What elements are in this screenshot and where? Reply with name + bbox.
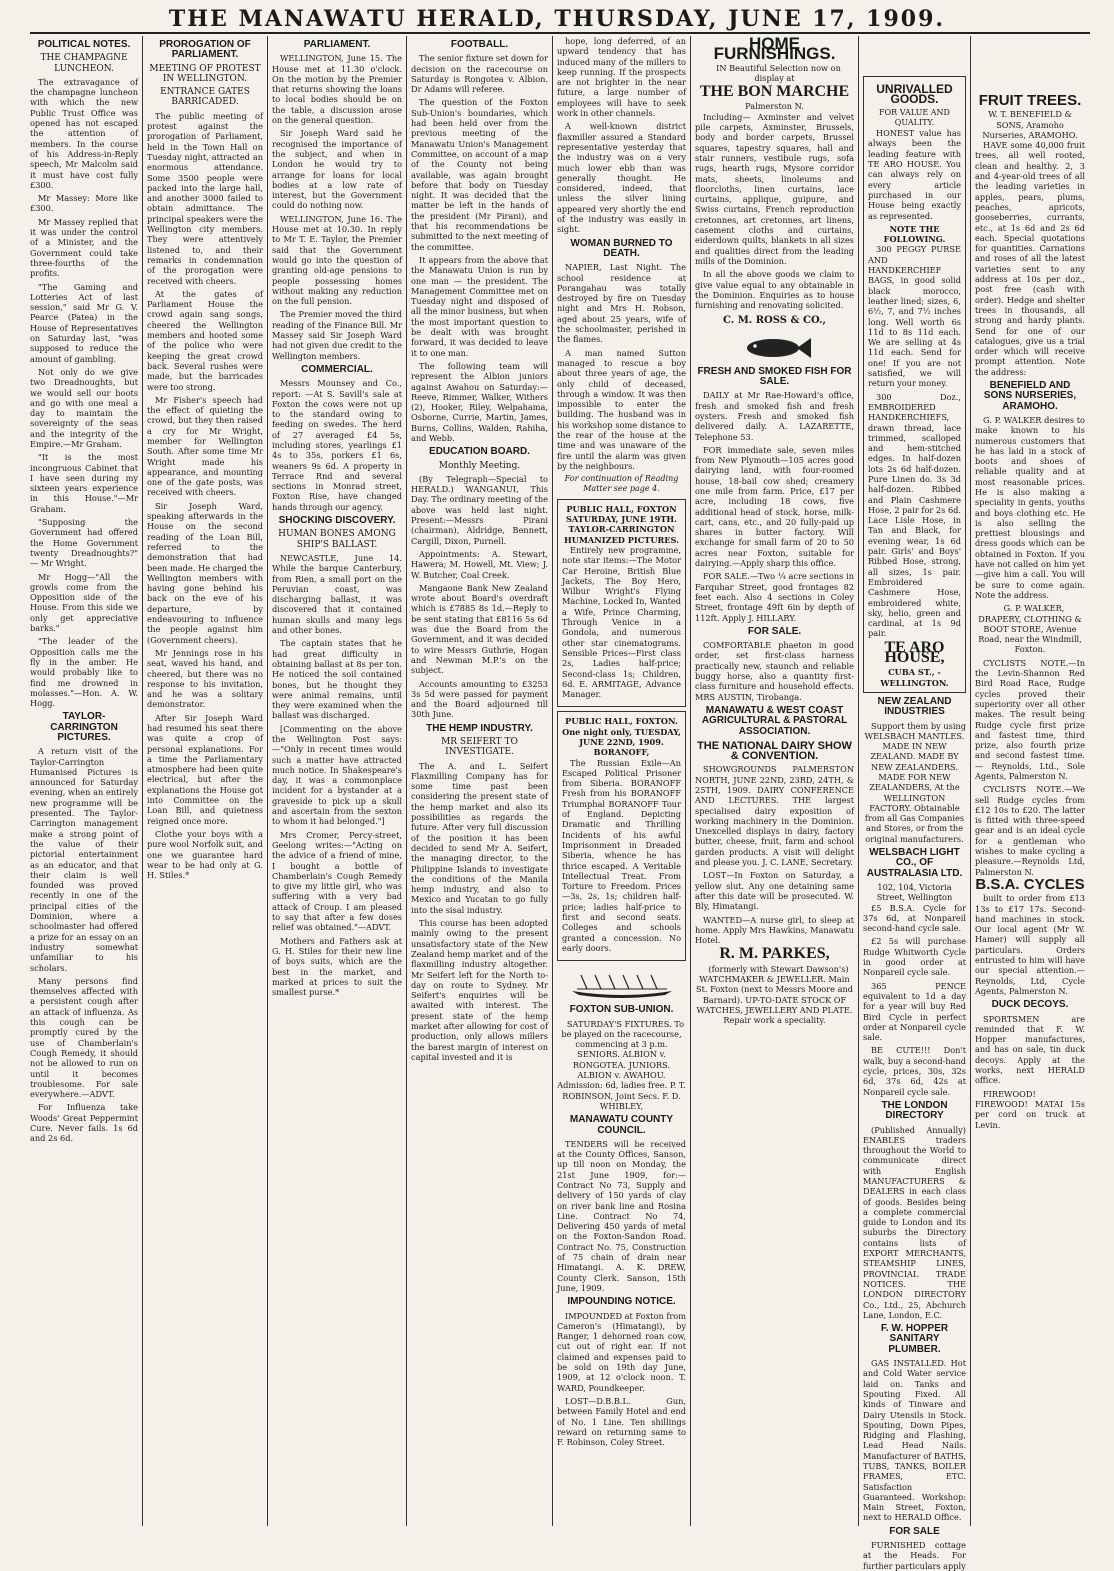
ad-body: HONEST value has always been the leading feature with TE ARO HOUSE. You can always rely on every article purchased in our House being exactly as represented. <box>868 128 961 221</box>
ad-body: £5 B.S.A. Cycle for 37s 6d, at Nonpareil second-hand cycle sale. <box>863 902 966 934</box>
ad-address: CUBA ST., - WELLINGTON. <box>880 667 949 688</box>
ad-title: PUBLIC HALL, FOXTON. One night only, TUESDAY, JUNE 22ND, 1909. BORANOFF, <box>562 716 681 758</box>
gates-barricaded-subheading: ENTRANCE GATES BARRICADED. <box>160 87 250 108</box>
article-paragraph: Messrs Mounsey and Co., report: —At S. Savill's sale at Foxton the cows were not up to the standard owing to feeding on swedes. The herd of 27 averaged £4 5s, including stores, yearlings £1 4s to 35s, porkers £1 6s, weaners 9s 6d. A property in Terrace Rnd and several sections in Monrad street, Foxton Rise, have changed hands through our agency. <box>272 378 402 512</box>
ad-body: WANTED—A nurse girl, to sleep at home. Apply Mrs Hawkins, Manawatu Hotel. <box>695 914 854 946</box>
unrivalled-goods-title: UNRIVALLED GOODS. <box>876 82 953 107</box>
column-4 <box>411 36 548 1526</box>
column-3 <box>272 36 402 1526</box>
ad-body: COMFORTABLE phaeton in good order, set first-class harness practically new, staunch and reliable buggy horse, also a quantity first-class furniture and household effects. MRS AUSTIN, Tirobanga. <box>695 640 854 702</box>
article-paragraph: Mr Fisher's speech had the effect of quieting the crowd, but they then raised a cry for Mr Wright, member for Wellington South. After some time Mr Wright made his appearance, and mounting one of the gate posts, was received with cheers. <box>147 394 263 498</box>
ad-body: GAS INSTALLED. Hot and Cold Water service laid on. Tanks and Spouting Fixed. All kinds of Tinware and Dairy Utensils in Stock. Spouting, Down Pipes, Ridging and Flashing, Lead Head Nails. Manufacturer of BATHS, TUBS, TANKS, BOILER FRAMES, ETC. Satisfaction Guaranteed. Workshop: Main Street, Foxton, next to HERALD Office. <box>863 1358 966 1523</box>
article-paragraph: At the gates of Parliament House the crowd again sang songs, cheered the Wellington members and hooted some of the police who were keeping the great crowd back. Several rushes were made, but the barricades were too strong. <box>147 288 263 392</box>
article-paragraph: "Supposing the Government had offered the Home Government twenty Dreadnoughts?" — Mr Wright. <box>30 517 138 569</box>
ad-body: FOR immediate sale, seven miles from New Plymouth—105 acres good dairying land, with four-roomed house, 18-bail cow shed; creamery one mile from farm. Price, £17 per acre, including 18 cows, five additional head of stock, horse, milk-cart, cans, etc., and 20 fully-paid up shares in butter factory. Will exchange for small farm of 20 to 50 acres near Foxton, suitable for dairying.—Apply sharp this office. <box>695 444 854 569</box>
ad-subtitle: FOR VALUE AND QUALITY. <box>879 107 950 127</box>
masthead: THE MANAWATU HERALD, THURSDAY, JUNE 17, 1909. <box>168 6 946 32</box>
ad-body: CYCLISTS NOTE.—In the Levin-Shannon Red Bird Road Race, Rudge cycles proved their superiority over all other makes. The result being Rudge cycle first prize and fastest time, third prize, also fourth prize and second fastest time. — Reynolds, Ltd., Sole Agents, Palmerston N. <box>975 657 1085 781</box>
ad-body: TENDERS will be received at the County Offices, Sanson, up till noon on Monday, the 21st June 1909, for:— Contract No 73, Supply and delivery of 150 yards of clay on river bank line and Rosina Line. Contract No 74, Delivering 450 yards of metal on the Foxton-Sandon Road. Contract No. 75, Construction of 75 chain of drain near Himatangi. A. K. DREW, County Clerk. Sanson, 15th June, 1909. <box>557 1138 686 1293</box>
column-5 <box>557 36 686 1526</box>
ad-body: SPORTSMEN are reminded that F. W. Hopper manufactures, and has on sale, tin duck decoys. Apply at the works, next HERALD office. <box>975 1013 1085 1086</box>
meeting-of-protest-subheading: MEETING OF PROTEST IN WELLINGTON. <box>149 63 261 84</box>
welsbach-title: WELSBACH LIGHT CO., OF AUSTRALASIA LTD. <box>866 847 963 879</box>
article-paragraph: The A. and L. Seifert Flaxmilling Company has for some time past been considering the present state of the hemp market and also its possibilities as regards the future. After very full discussion of the position it has been decided to send Mr A. Seifert, the managing director, to the Philippine Islands to investigate the conditions of the Manila hemp industry, and also to Mexico and Yucatan to go fully into the sisal industry. <box>411 760 548 915</box>
column-1 <box>30 36 138 1526</box>
hemp-industry-heading: THE HEMP INDUSTRY. <box>426 722 533 734</box>
ad-body: LOST—In Foxton on Saturday, a yellow slut. Any one detaining same after this date will be prosecuted. W. Bly, Himatangi. <box>695 870 854 912</box>
ad-body: £2 5s will purchase Rudge Whitworth Cycle in good order at Nonpareil cycle sale. <box>863 936 966 978</box>
article-paragraph: A return visit of the Taylor-Carrington Humanised Pictures is announced for Saturday evening, when an entirely new programme will be presented. The Taylor-Carrington management make a strong point of the value of their pictorial entertainment as an educator, and that their claim is well founded was proved recently in one of the principal cities of the Dominion, where a schoolmaster had offered a prize for an essay on an industry somewhat unfamiliar to his scholars. <box>30 746 138 973</box>
advertisement-paragraph: Mrs Cromer, Percy-street, Geelong writes:—"Acting on the advice of a friend of mine, I bought a bottle of Chamberlain's Cough Remedy to give my little girl, who was suffering with a very bad attack of Croup. I am pleased to say that after a few doses relief was obtained."—ADVT. <box>272 829 402 933</box>
rowing-boat-illustration <box>567 965 677 1001</box>
football-heading: FOOTBALL. <box>450 39 509 50</box>
champagne-luncheon-subheading: THE CHAMPAGNE LUNCHEON. <box>40 53 128 74</box>
ad-subheading: NOTE THE FOLLOWING. <box>883 223 946 245</box>
boranoff-ad <box>557 711 686 961</box>
ad-body: BE CUTE!!! Don't walk, buy a second-hand cycle, prices, 30s, 32s 6d, 37s 6d, 42s at Nonpareil cycle sale. <box>863 1045 966 1097</box>
advertisement-paragraph: Mothers and Fathers ask at G. H. Stiles for their new line of boys suits, which are the best in the market, and marked at prices to suit the smallest purse.* <box>272 935 402 998</box>
article-paragraph: It appears from the above that the Manawatu Union is run by one man — the president. The Management Committee met on Tuesday night and disposed of all the minor business, but when the most important question to be dealt with was brought forward, it was decided to leave it to one man. <box>411 254 548 358</box>
article-paragraph: hope, long deferred, of an upward tendency that has induced many of the millers to keep running. If the prospects are not brighter in the near future, a large number of employees will have to seek work in other channels. <box>557 36 686 119</box>
nz-industries-heading: NEW ZEALAND INDUSTRIES <box>877 695 952 718</box>
education-board-heading: EDUCATION BOARD. <box>429 446 530 458</box>
article-paragraph: WELLINGTON, June 15. The House met at 11.30 o'clock. On the motion by the Premier that returns showing the loans to local bodies should be on the table, a discussion arose on the general question. <box>272 53 402 126</box>
ad-body: The Russian Exile—An Escaped Political Prisoner from Siberia. BORANOFF Fresh from his BORANOFF Triumphal BORANOFF Tour of England. Depicting Dramatic and Thrilling Incidents of his awful Imprisonment in Dreaded Siberia, whence he has thrice escaped. A Veritable Intellectual Treat. From Torture to Freedom. Prices—3s, 2s, 1s; children half-price; ladies half-price to first and second seats. Colleges and schools granted a concession. No early doors. <box>562 757 681 953</box>
ad-body: FOR SALE.—Two ¼ acre sections in Farquhar Street, good frontages 82 feet each. Also 4 sections in Coley Street, frontage 49ft 6in by depth of 112ft. Apply J. HILLARY. <box>695 571 854 623</box>
fruit-trees-title: FRUIT TREES. <box>978 92 1082 109</box>
article-paragraph: Appointments: A. Stewart, Hawera; M. Howell, Mt. View; J. W. Butcher, Coal Creek. <box>411 548 548 580</box>
column-rule <box>858 36 859 1526</box>
article-paragraph: [Commenting on the above the Wellington Post says:—"Only in recent times would such a matter have attracted much notice. In Shakespeare's day, it was a commonplace incident for a bystander at a graveside to pick up a skull and ascertain from the sexton to whom it had belonged."] <box>272 723 402 827</box>
bsa-title: B.S.A. CYCLES <box>975 875 1085 893</box>
article-paragraph: The extravagance of the champagne luncheon with which the new Public Trust Office was opened has not escaped the attention of members. In the course of his Address-in-Reply speech, Mr Malcolm said it must have cost fully £300. <box>30 76 138 190</box>
article-paragraph: After Sir Joseph Ward had resumed his seat there was quite a crop of personal explanations. For a time the Parliamentary atmosphere had been quite electrical, but after the explanations the House got into Committee on the Loan Bill, and quietness reigned once more. <box>147 712 263 826</box>
ad-body: Including— Axminster and velvet pile carpets, Axminster, Brussels, body and border carpets, Brussel squares, tapestry squares, hall and stair runners, vestibule rugs, sofa rugs, hearth rugs, Mysore corridor mats, sheets, linoleums and floorcloths, linen curtains, lace curtains, applique, guipure, and Swiss curtains, French reproduction cretonnes, art cretonnes, art linens, casement cloths and curtains, eiderdown quilts, blankets in all sizes and qualities direct from the leading mills of the Dominion. <box>695 111 854 266</box>
article-paragraph: (By Telegraph—Special to HERALD.) WANGANUI, This Day. The ordinary meeting of the above was held last night. Present:—Messrs Pirani (chairman), Aldridge, Bennett, Cargill, Dixon, Purnell. <box>411 473 548 546</box>
ad-title: PUBLIC HALL, FOXTON SATURDAY, JUNE 19TH. TAYLOR-CARRINGTON HUMANIZED PICTURES. <box>563 503 680 545</box>
monthly-meeting-subheading: Monthly Meeting. <box>438 460 521 471</box>
advertisement-paragraph: For Influenza take Woods' Great Peppermint Cure. Never fails. 1s 6d and 2s 6d. <box>30 1102 138 1144</box>
woman-burned-heading: WOMAN BURNED TO DEATH. <box>570 237 673 259</box>
article-paragraph: Mr Hogg—"All the growls come from the Opposition side of the House. From this side we only get appreciative barks." <box>30 571 138 634</box>
ad-body: In all the above goods we claim to give value equal to any obtainable in the Dominion. Enquiries as to house furnishing and renovating solicited. <box>695 269 854 311</box>
dairy-show-heading: THE NATIONAL DAIRY SHOW & CONVENTION. <box>697 739 852 763</box>
column-rule <box>552 36 553 1526</box>
fish-illustration <box>735 333 815 363</box>
column-2 <box>147 36 263 1526</box>
article-paragraph: Mr Massey: More like £300. <box>30 193 138 214</box>
ad-body: FIREWOOD! FIREWOOD! MATAI 15s per cord on truck at Levin. <box>975 1088 1085 1130</box>
article-paragraph: The senior fixture set down for decision on the racecourse on Saturday is Rongotea v. Albion. Dr Adams will referee. <box>411 53 548 95</box>
column-8 <box>975 36 1085 1526</box>
advertisement-paragraph: Many persons find themselves affected with a persistent cough after an attack of influenza. As this cough can be promptly cured by the use of Chamberlain's Cough Remedy, it should not be allowed to run on until it becomes troublesome. For sale everywhere.—ADVT. <box>30 975 138 1100</box>
advertisement-paragraph: Clothe your boys with a pure wool Norfolk suit, and one we guarantee hard wear to be had only at G. H. Stiles.* <box>147 828 263 881</box>
column-6 <box>695 36 854 1526</box>
article-paragraph: The public meeting of protest against the prorogation of Parliament, held in the Town Hall on Tuesday night, attracted an enormous attendance. Some 3500 people were packed into the large hall, and another 3000 failed to obtain admittance. The principal speakers were the Wellington city members. They were attentively listened to, and their remarks in condemnation of the prorogation were received with cheers. <box>147 110 263 286</box>
column-7 <box>863 36 966 1571</box>
article-paragraph: A man named Sutton managed to rescue a boy about three years of age, the only child of deceased, through a window. It was then impossible to enter the building. The husband was in his workshop some distance to the rear of the house at the time and was unaware of the fire until the alarm was given by the neighbours. <box>557 347 686 471</box>
article-paragraph: "The Gaming and Lotteries Act of last session," said Mr G. V. Pearce (Patea) in the House of Representatives on Saturday last, "was supposed to reduce the amount of gambling. <box>30 281 138 364</box>
ad-body: 365 PENCE equivalent to 1d a day for a year will buy Red Bird Cycle in perfect order at Nonpareil cycle sale. <box>863 980 966 1043</box>
te-aro-house-ad <box>863 76 966 693</box>
article-paragraph: Mr Jennings rose in his seat, waved his hand, and cheered, but there was no response to his invitation, and he was a solitary demonstrator. <box>147 647 263 710</box>
article-paragraph: NEWCASTLE, June 14. While the barque Canterbury, from Rien, a small port on the Peruvian coast, was discharging ballast, it was discovered that it contained human skulls and many legs and other bones. <box>272 552 402 636</box>
seifert-subheading: MR SEIFERT TO INVESTIGATE. <box>441 737 518 758</box>
impounding-notice-heading: IMPOUNDING NOTICE. <box>567 1296 676 1308</box>
ad-body: DAILY at Mr Rae-Howard's office, fresh and smoked fish and fresh oysters. Fresh and smoked fish delivered daily. A. LAZARETTE, Telephone 53. <box>695 390 854 442</box>
ad-body: 300 Doz., EMBROIDERED HANDKERCHIEFS, drawn thread, lace trimmed, scalloped and hem-stitched edges. In half-dozen lots 2s 6d half-dozen. Pure Linen do. 3s 3d half-dozen. Ribbed and Plain Cashmere Hose, 2 pair for 2s 6d. Lace Lisle Hose, in Tan and Black, for evening wear, 1s 6d pair. Girls' and Boys' Ribbed Hose, strong, all sizes, 1s pair. Embroidered Cashmere Hose, embroidered white, sky, helio, green and cardinal, at 1s 9d pair. <box>868 391 961 639</box>
ad-body: 300 PEGGY PURSE AND HANDKERCHIEF BAGS, in good solid black morocco, leather lined; sizes, 6, 6½, 7, and 7½ inches long. Well worth 6s 11d to 8s 11d each. We are selling at 4s 11d each. Send for one! If you are not satisfied, we will return your money. <box>868 244 961 389</box>
political-notes-heading: POLITICAL NOTES. <box>37 39 131 50</box>
commercial-heading: COMMERCIAL. <box>301 363 373 375</box>
article-paragraph: This course has been adopted mainly owing to the present unsatisfactory state of the New Zealand hemp market and of the flaxmilling industry altogether. Mr Seifert left for the North to-day on route to Sydney. Mr Seifert's enquiries will be awaited with interest. The present state of the hemp market after allowing for cost of production, only allows millers the barest margin of interest on capital invested and it is <box>411 918 548 1062</box>
ad-body: SATURDAY'S FIXTURES. To be played on the racecourse, commencing at 3 p.m. SENIORS. ALBION v. RONGOTEA. JUNIORS. ALBION v. AWAHOU. Admission: 6d, ladies free. P. T. ROBINSON, Joint Secs. F. D. WHIBLEY, <box>557 1018 686 1111</box>
county-council-heading: MANAWATU COUNTY COUNCIL. <box>569 1114 674 1136</box>
article-paragraph: "The leader of the Opposition calls me the fly in the amber. He would probably like to find me drowned in molasses."—Hon. A. W. Hogg. <box>30 636 138 709</box>
parliament-heading: PARLIAMENT. <box>303 39 371 50</box>
for-sale-heading: FOR SALE <box>889 1525 940 1537</box>
fresh-fish-heading: FRESH AND SMOKED FISH FOR SALE. <box>697 365 852 388</box>
article-paragraph: The following team will represent the Albion juniors against Awahou on Saturday:— Reeve, Rimmer, Walker, Withers (2), Hooker, Riley, Welpahama, Osborne, Currie, Martin, James, Burns, Collins, Walden, Rahiha, and Webb. <box>411 360 548 443</box>
prorogation-heading: PROROGATION OF PARLIAMENT. <box>159 39 251 61</box>
article-paragraph: NAPIER, Last Night. The school residence at Porangahau was totally destroyed by fire on Tuesday night and Mrs H. Robson, aged about 25 years, wife of the schoolmaster, perished in the flames. <box>557 262 686 345</box>
london-directory-title: THE LONDON DIRECTORY <box>881 1099 948 1122</box>
te-aro-house-title: TE ARO HOUSE, <box>884 638 945 667</box>
column-rule <box>406 36 407 1526</box>
ad-body: built to order from £13 13s to £17 17s. Second-hand machines in stock. Our local agent (Mr W. Hamer) will supply all particulars. Orders entrusted to him will have our special attention.—Reynolds, Ltd, Cycle Agents, Palmerston N. <box>975 893 1085 996</box>
article-paragraph: Mangaone Bank New Zealand wrote about Board's overdraft which is £7885 8s 1d.—Reply to be sent stating that £8116 5s 6d was due the Board from the Government, and it was decided to wire Messrs Guthrie, Hogan and Newman M.P.'s on the subject. <box>411 582 548 676</box>
association-heading: MANAWATU & WEST COAST AGRICULTURAL & PASTORAL ASSOCIATION. <box>701 704 848 737</box>
human-bones-subheading: HUMAN BONES AMONG SHIP'S BALLAST. <box>278 529 396 550</box>
ad-address: 102, 104, Victoria Street, Wellington <box>876 881 953 903</box>
ad-body: IN Beautiful Selection now on display at <box>716 62 841 83</box>
masthead-rule <box>30 32 1090 34</box>
ad-body: IMPOUNDED at Foxton from Cameron's (Himatangi), by Ranger, 1 dehorned roan cow, cut out of right ear. If not claimed and expenses paid to be sold on 19th day June, 1909, at 12 o'clock noon. T. WARD, Poundkeeper. <box>557 1310 686 1393</box>
article-paragraph: A well-known district flaxmiller assured a Standard representative yesterday that the industry was on a very much lower ebb than was generally thought. He considered, indeed, that unless the silver lining appeared very shortly the end of the industry was easily in sight. <box>557 121 686 235</box>
ad-body: SHOWGROUNDS PALMERSTON NORTH, JUNE 22ND, 23RD, 24TH, & 25TH, 1909. DAIRY CONFERENCE AND LECTURES. THE largest specialised dairy exposition of working machinery in the Dominion. Unexcelled displays in dairy, factory butter, cheese, fruit, farm and school garden products. A visit will delight and please you. J. C. LANE, Secretary. <box>695 764 854 868</box>
home-furnishings-title: HOME FURNISHINGS. <box>713 34 836 64</box>
for-sale-heading: FOR SALE. <box>747 625 802 637</box>
ad-body: Support them by using WELSBACH MANTLES. MADE IN NEW ZEALAND. MADE BY NEW ZEALANDERS. MADE FOR NEW ZEALANDERS, At the WELLINGTON FACTORY. Obtainable from all Gas Companies and Stores, or from the original manufacturers. <box>864 720 966 844</box>
column-rule <box>267 36 268 1526</box>
shocking-discovery-heading: SHOCKING DISCOVERY. <box>278 515 396 527</box>
column-rule <box>142 36 143 1526</box>
ad-body: G. P. WALKER desires to make known to his numerous customers that he has laid in a stock of boots and shoes of reliable quality and at most reasonable prices. He is also making a speciality in gents, youths and boys clothing etc. He is also selling the prettiest blousings and dress goods which can be obtained in Foxton. If you have not called on him yet—give him a call. You will be sure to come again. Note the address. <box>975 414 1085 600</box>
ad-body: G. P. WALKER, DRAPERY, CLOTHING & BOOT STORE, Avenue Road, near the Windmill, Foxton. <box>978 603 1082 655</box>
ad-body: HAVE some 40,000 fruit trees, all well rooted, clean and healthy. 2, 3 and 4-year-old trees of all the leading varieties in apples, pears, plums, peaches, apricots, gooseberries, currants, etc., at 1s 6d and 2s 6d each. Special quotations for quantities. Carnations and roses of all the latest varieties sent to any address at 10s per doz., post free (cash with order). Hedge and shelter trees in thousands, all strong and hardy plants. Send for one of our catalogues, give us a trial order which will receive prompt attention. Note the address: <box>975 140 1085 377</box>
ad-body: FURNISHED cottage at the Heads. For further particulars apply <box>863 1540 966 1571</box>
duck-decoys-heading: DUCK DECOYS. <box>991 999 1069 1011</box>
column-rule <box>970 36 971 1526</box>
article-paragraph: Mr Massey replied that it was under the control of a Minister, and the Government could take three-fourths of the profits. <box>30 216 138 279</box>
column-rule <box>690 36 691 1526</box>
ross-signature: C. M. ROSS & CO., <box>722 315 827 327</box>
article-paragraph: WELLINGTON, June 16. The House met at 10.30. In reply to Mr T. E. Taylor, the Premier said that the Government would go into the question of granting old-age pensions to people possessing homes without making any reduction on the full pension. <box>272 213 402 307</box>
ad-body: (Published Annually) ENABLES traders throughout the World to communicate direct with English MANUFACTURERS & DEALERS in each class of goods. Besides being a complete commercial guide to London and its suburbs the Directory contains lists of EXPORT MERCHANTS, STEAMSHIP LINES, PROVINCIAL TRADE NOTICES. THE LONDON DIRECTORY Co., Ltd., 25, Abchurch Lane, London, E.C. <box>863 1124 966 1320</box>
continuation-note: For continuation of Reading Matter see page 4. <box>564 474 679 494</box>
ad-body: (formerly with Stewart Dawson's) WATCHMAKER & JEWELLER. Main St. Foxton (next to Messrs Moore and Barnard). UP-TO-DATE STOCK OF WATCHES, JEWELLERY AND PLATE. Repair work a speciality. <box>696 963 853 1026</box>
ad-body: Entirely new programme, note star items:—The Motor Car Heroine, British Blue Jackets, The Boy Hero, Wilbur Wright's Flying Machine, Locked In, Wanted a Wife, Prince Charming, Through Venice in a Gondola, and numerous other star cinematograms. Sensible Prices—First class 2s, Ladies half-price; Second-class 1s; Children, 6d. E. ARMITAGE, Advance Manager. <box>562 544 681 700</box>
foxton-sub-union-heading: FOXTON SUB-UNION. <box>569 1004 674 1016</box>
ad-subtitle: W. T. BENEFIELD & SONS, Aramoho Nurseries, ARAMOHO. <box>982 109 1078 140</box>
article-paragraph: Sir Joseph Ward, speaking afterwards in the House on the second reading of the Loan Bill, referred to the demonstration that had been made. He charged the Wellington members with having gone behind his back on the eve of his departure, by endeavouring to influence the people against him (Government cheers). <box>147 500 263 645</box>
public-hall-pictures-ad <box>557 499 686 708</box>
article-paragraph: The captain states that he had great difficulty in obtaining ballast at 8s per ton. He noticed the soil contained bones, but he thought they were animal remains, until they were examined when the ballast was discharged. <box>272 638 402 721</box>
ad-body: CYCLISTS NOTE.—We sell Rudge cycles from £12 10s to £20. The latter is fitted with three-speed gear and is an ideal cycle for a gentleman who wishes to make cycling a pleasure.—Reynolds Ltd, Palmerston N. <box>975 784 1085 877</box>
parkes-title: R. M. PARKES, <box>719 945 830 963</box>
article-paragraph: "It is the most incongruous Cabinet that I have seen during my sixteen years experience in this House."—Mr Graham. <box>30 452 138 514</box>
ad-body: LOST—D.B.B.L. Gun, between Family Hotel and end of No. 1 Line. Ten shillings reward on returning same to F. Robinson, Coley Street. <box>557 1395 686 1448</box>
hopper-title: F. W. HOPPER SANITARY PLUMBER. <box>880 1323 949 1355</box>
article-paragraph: Accounts amounting to £3253 3s 5d were passed for payment and the Board adjourned till 30th June. <box>411 678 548 720</box>
article-paragraph: The Premier moved the third reading of the Finance Bill. Mr Massey said Sir Joseph Ward had not given due credit to the Wellington members. <box>272 309 402 361</box>
ad-location: Palmerston N. <box>745 101 804 112</box>
article-paragraph: Not only do we give two Dreadnoughts, but we would sell our boots and go with one meal a day to maintain the sovereignty of the seas and the integrity of the Empire.—Mr Graham. <box>30 366 138 449</box>
benefield-title: BENEFIELD AND SONS NURSERIES, ARAMOHO. <box>983 380 1077 412</box>
article-paragraph: Sir Joseph Ward said he recognised the importance of the subject, and when in London he would try to arrange for loans for local bodies at a low rate of interest, but the Government could do nothing now. <box>272 128 402 211</box>
article-paragraph: The question of the Foxton Sub-Union's boundaries, which had been held over from the previous meeting of the Manawatu Union's Management Committee, on account of a map of the County not being available, was again brought before that body on Tuesday night. It was decided that the matter be left in the hands of the president (Mr Pirani), and that his recommendations be submitted to the next meeting of the committee. <box>411 97 548 252</box>
taylor-carrington-heading: TAYLOR-CARRINGTON PICTURES. <box>50 711 118 743</box>
bon-marche-title: THE BON MARCHE <box>699 83 850 101</box>
